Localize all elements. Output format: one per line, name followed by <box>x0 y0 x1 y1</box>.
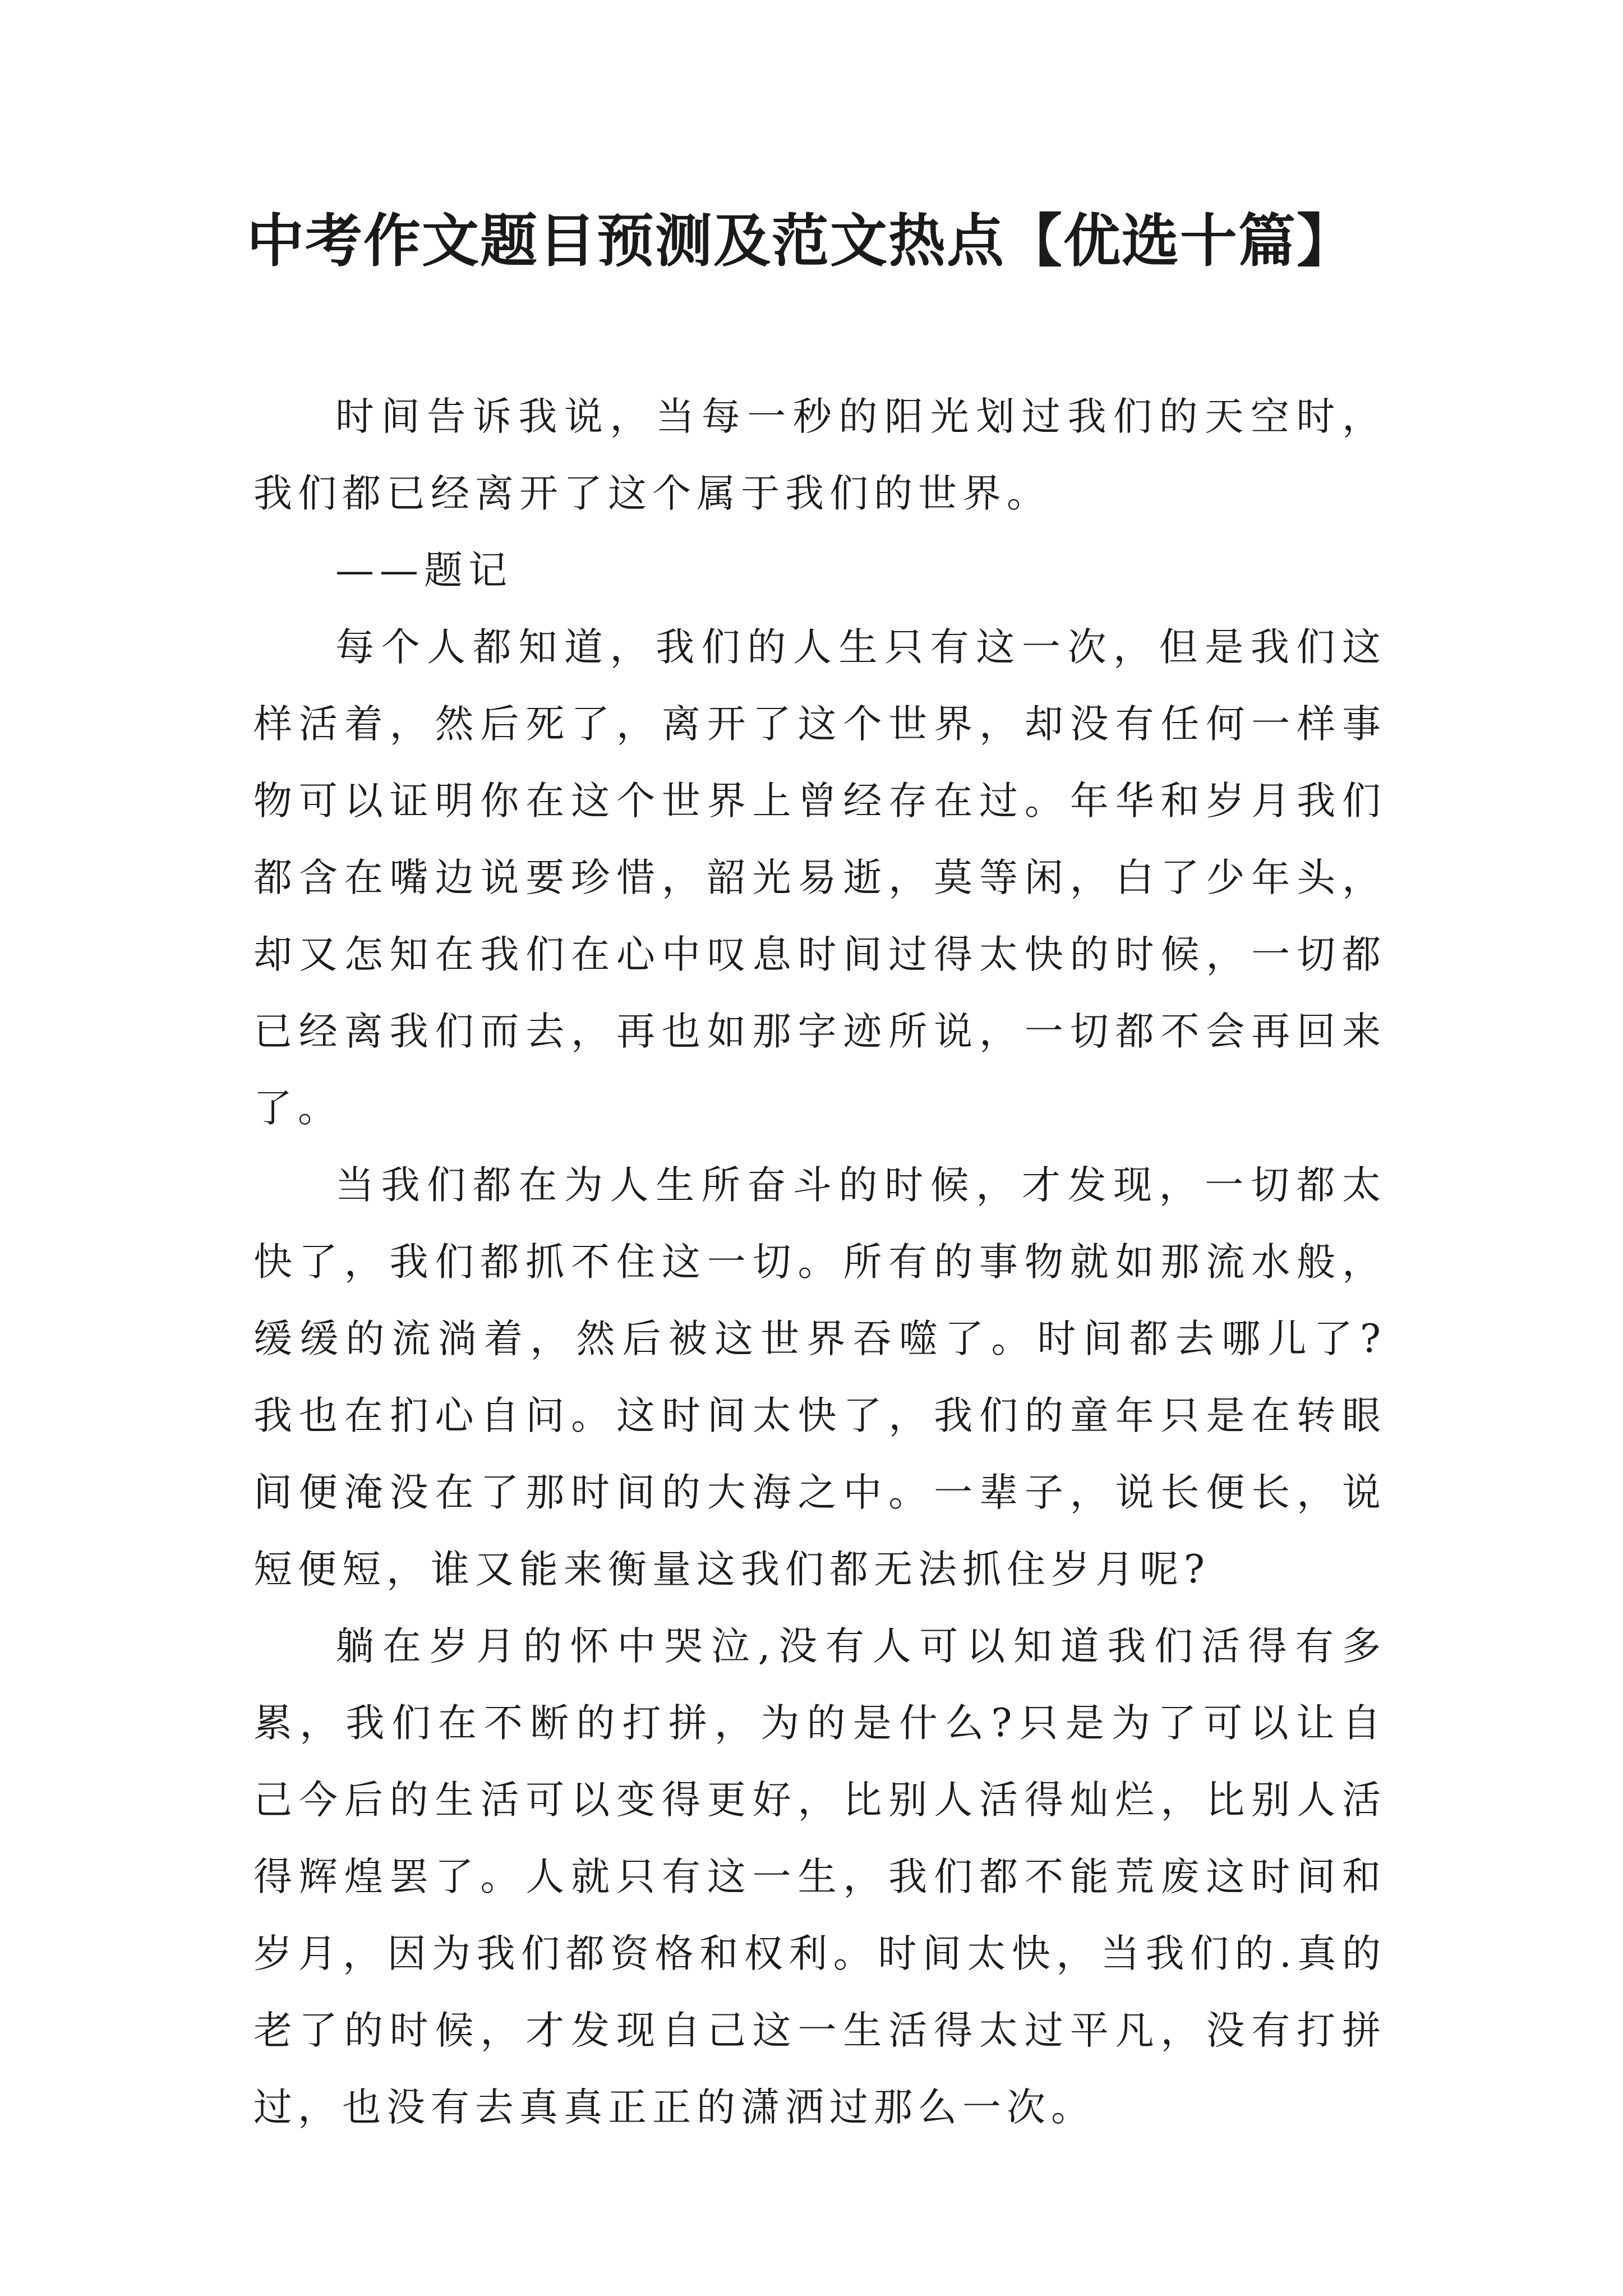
paragraph-intro: 时间告诉我说，当每一秒的阳光划过我们的天空时，我们都已经离开了这个属于我们的世界。 <box>253 394 1386 516</box>
document-title: 中考作文题目预测及范文热点【优选十篇】 <box>247 208 1355 275</box>
document-body <box>253 379 1386 2146</box>
paragraph-body-1: 每个人都知道，我们的人生只有这一次，但是我们这样活着，然后死了，离开了这个世界，却没有任何一样事物可以证明你在这个世界上曾经存在过。年华和岁月我们都含在嘴边说要珍惜，韶光易逝，莫等闲，白了少年头，却又怎知在我们在心中叹息时间过得太快的时候，一切都已经离我们而去，再也如那字迹所说，一切都不会再回来了。 <box>253 625 1386 1131</box>
paragraph-body-3: 躺在岁月的怀中哭泣,没有人可以知道我们活得有多累，我们在不断的打拼，为的是什么?只是为了可以让自己今后的生活可以变得更好，比别人活得灿烂，比别人活得辉煌罢了。人就只有这一生，我们都不能荒废这时间和岁月，因为我们都资格和权利。时间太快，当我们的.真的老了的时候，才发现自己这一生活得太过平凡，没有打拼过，也没有去真真正正的潇洒过那么一次。 <box>253 1624 1386 2130</box>
paragraph-body-2: 当我们都在为人生所奋斗的时候，才发现，一切都太快了，我们都抓不住这一切。所有的事物就如那流水般，缓缓的流淌着，然后被这世界吞噬了。时间都去哪儿了?我也在扪心自问。这时间太快了，我们的童年只是在转眼间便淹没在了那时间的大海之中。一辈子，说长便长，说短便短，谁又能来衡量这我们都无法抓住岁月呢? <box>253 1163 1386 1592</box>
paragraph-epigraph-note: ——题记 <box>335 548 513 593</box>
